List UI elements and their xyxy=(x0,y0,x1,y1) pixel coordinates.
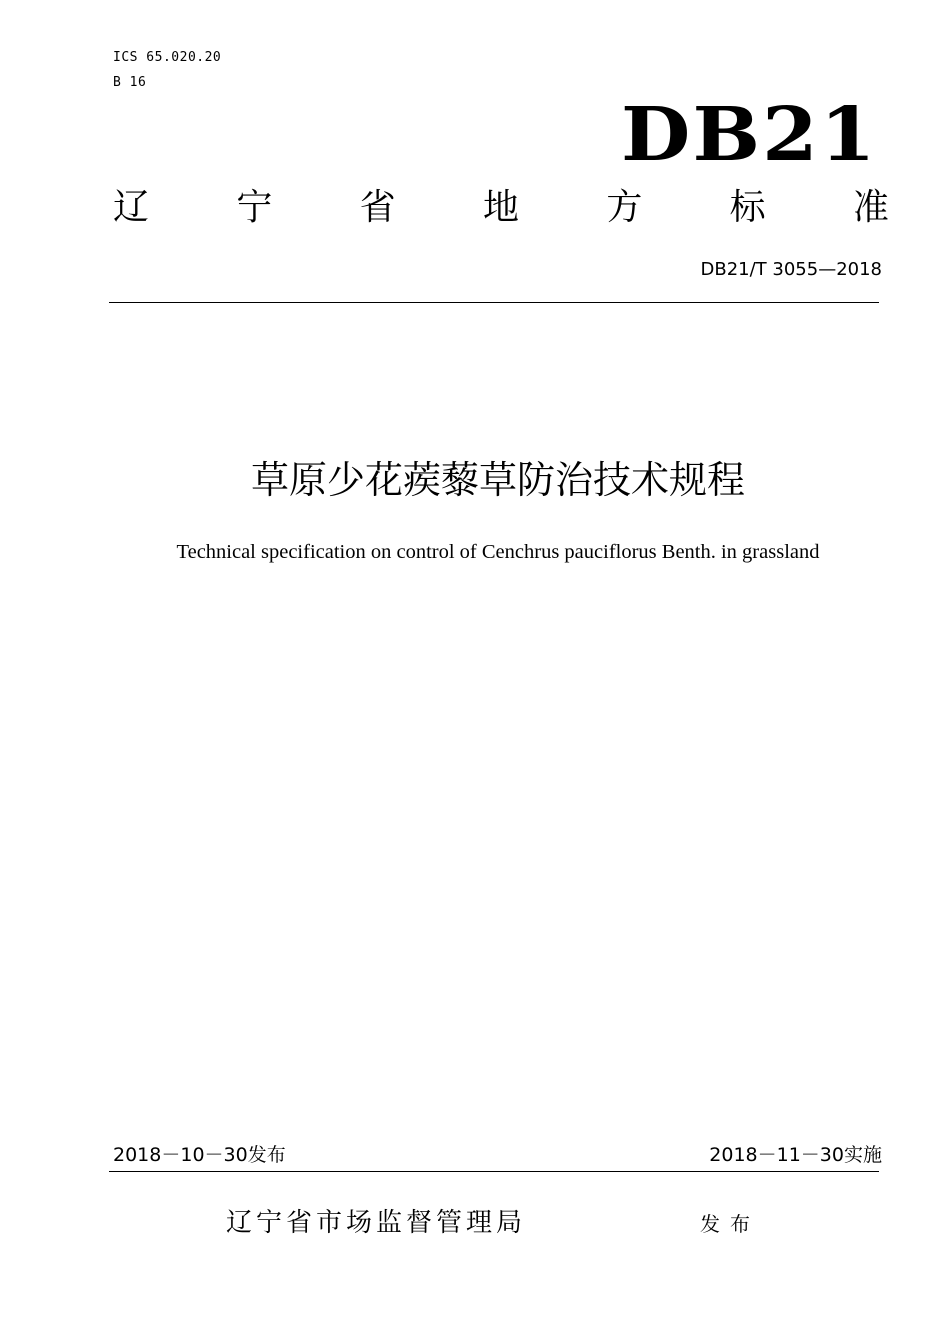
standard-type-heading xyxy=(113,186,889,230)
standard-type-char: 宁 xyxy=(236,187,273,228)
standard-type-char: 辽 xyxy=(113,187,150,228)
document-title-chinese: 草原少花蒺藜草防治技术规程 xyxy=(250,458,745,502)
standard-number: DB21/T 3055—2018 xyxy=(700,259,882,280)
document-title-english: Technical specification on control of Cenchrus pauciflorus Benth. in grassland xyxy=(176,541,820,563)
standard-type-char: 方 xyxy=(606,187,643,228)
implementation-date: 2018－11－30实施 xyxy=(709,1144,882,1166)
standard-type-char: 准 xyxy=(852,187,889,228)
issue-label: 发布 xyxy=(700,1212,760,1236)
standard-type-char: 地 xyxy=(482,187,519,228)
issuing-authority: 辽宁省市场监督管理局 xyxy=(226,1208,527,1238)
ics-code: ICS 65.020.20 xyxy=(113,50,222,65)
top-divider xyxy=(109,302,879,303)
standard-type-char: 标 xyxy=(729,187,766,228)
db-code-mark: DB21 xyxy=(621,92,878,178)
issue-date: 2018－10－30发布 xyxy=(113,1144,286,1166)
ccs-code: B 16 xyxy=(113,75,147,90)
bottom-divider xyxy=(109,1171,879,1172)
standard-type-char: 省 xyxy=(359,187,396,228)
